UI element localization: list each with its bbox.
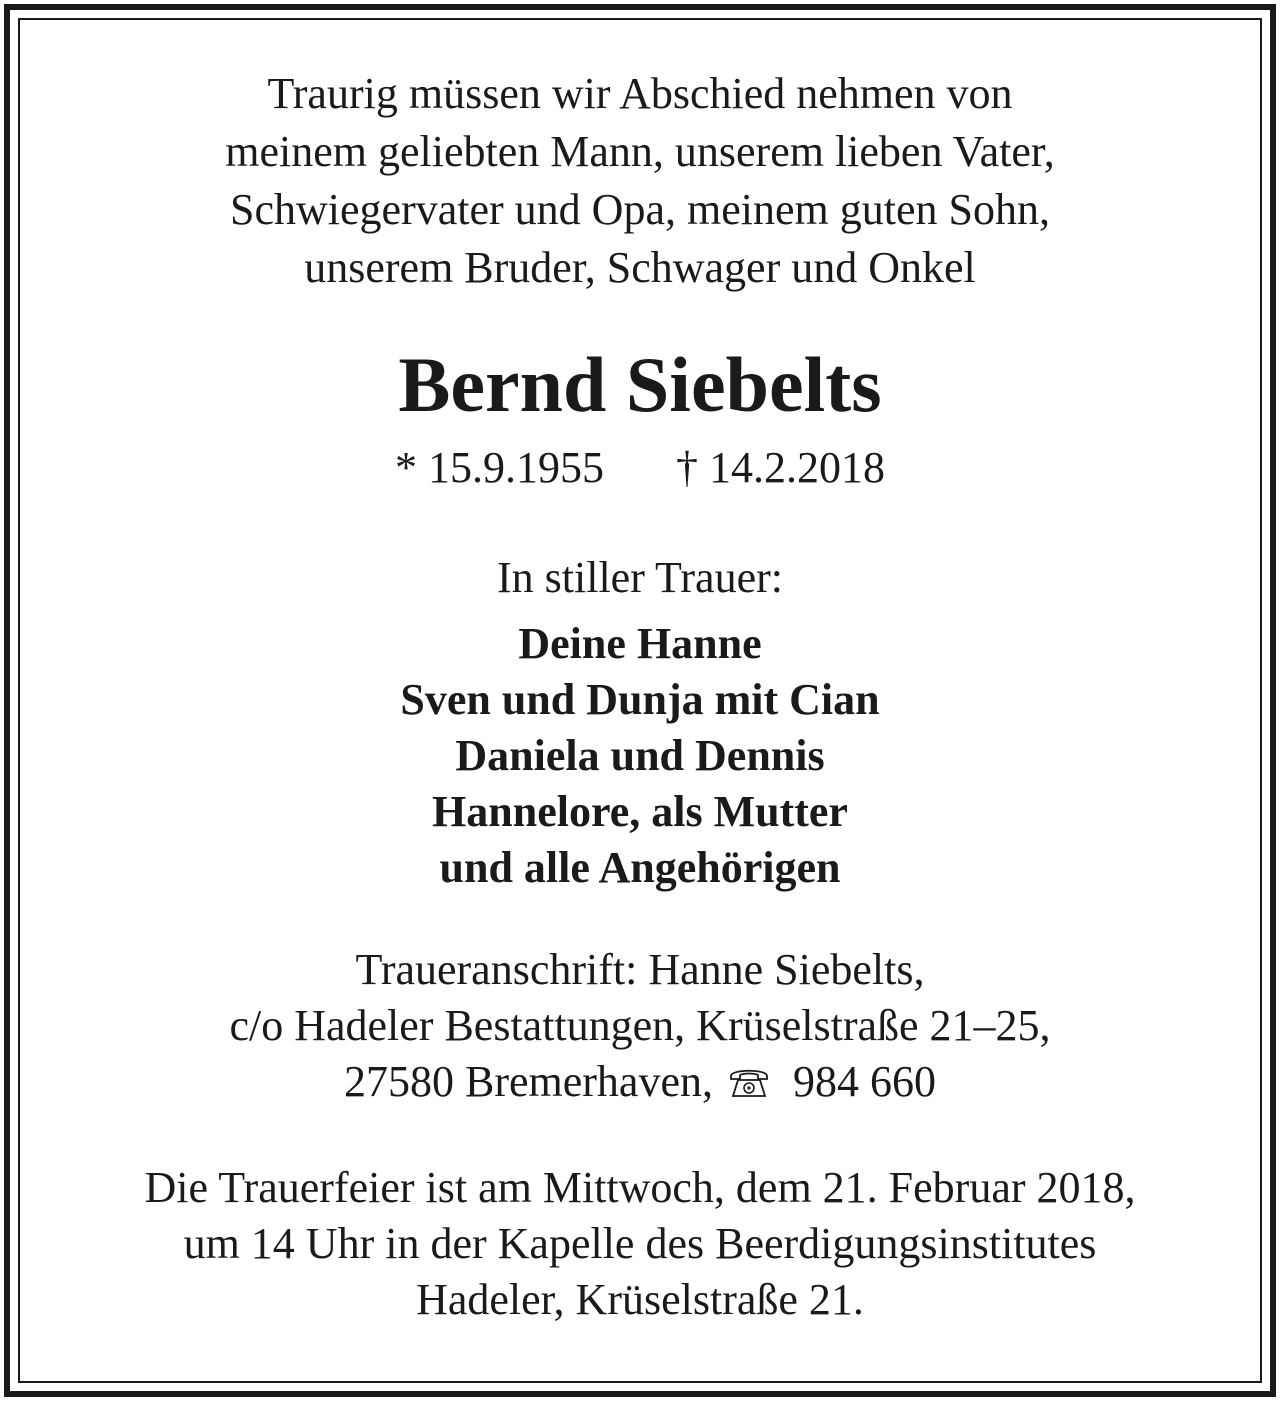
ceremony-line: Hadeler, Krüselstraße 21. [416,1275,864,1324]
phone-number: 984 660 [793,1057,936,1106]
mourners-heading: In stiller Trauer: [497,553,783,602]
life-dates [20,440,1260,496]
obituary-notice [20,20,1260,1381]
intro-line: unserem Bruder, Schwager und Onkel [304,243,976,292]
mourner-name: Hannelore, als Mutter [432,787,848,836]
birth-date: * 15.9.1955 [395,443,604,492]
intro-line: meinem geliebten Mann, unserem lieben Vater, [225,127,1055,176]
mourner-name: Sven und Dunja mit Cian [400,675,880,724]
mourner-name: Deine Hanne [518,619,762,668]
mourner-name: Daniela und Dennis [455,731,825,780]
death-date: † 14.2.2018 [676,443,885,492]
telephone-icon [728,1065,770,1099]
intro-line: Traurig müssen wir Abschied nehmen von [267,69,1013,118]
mourner-name: und alle Angehörigen [439,843,841,892]
address-line: c/o Hadeler Bestattungen, Krüselstraße 21–25, [229,1001,1051,1050]
address-line [20,1054,1260,1110]
address-city: 27580 Bremerhaven, [344,1057,713,1106]
address-line: Traueranschrift: Hanne Siebelts, [355,945,925,994]
intro-line: Schwiegervater und Opa, meinem guten Sohn, [230,185,1050,234]
ceremony-line: um 14 Uhr in der Kapelle des Beerdigungsinstitutes [183,1219,1097,1268]
ceremony-line: Die Trauerfeier ist am Mittwoch, dem 21. Februar 2018, [144,1163,1136,1212]
deceased-name: Bernd Siebelts [398,341,882,428]
